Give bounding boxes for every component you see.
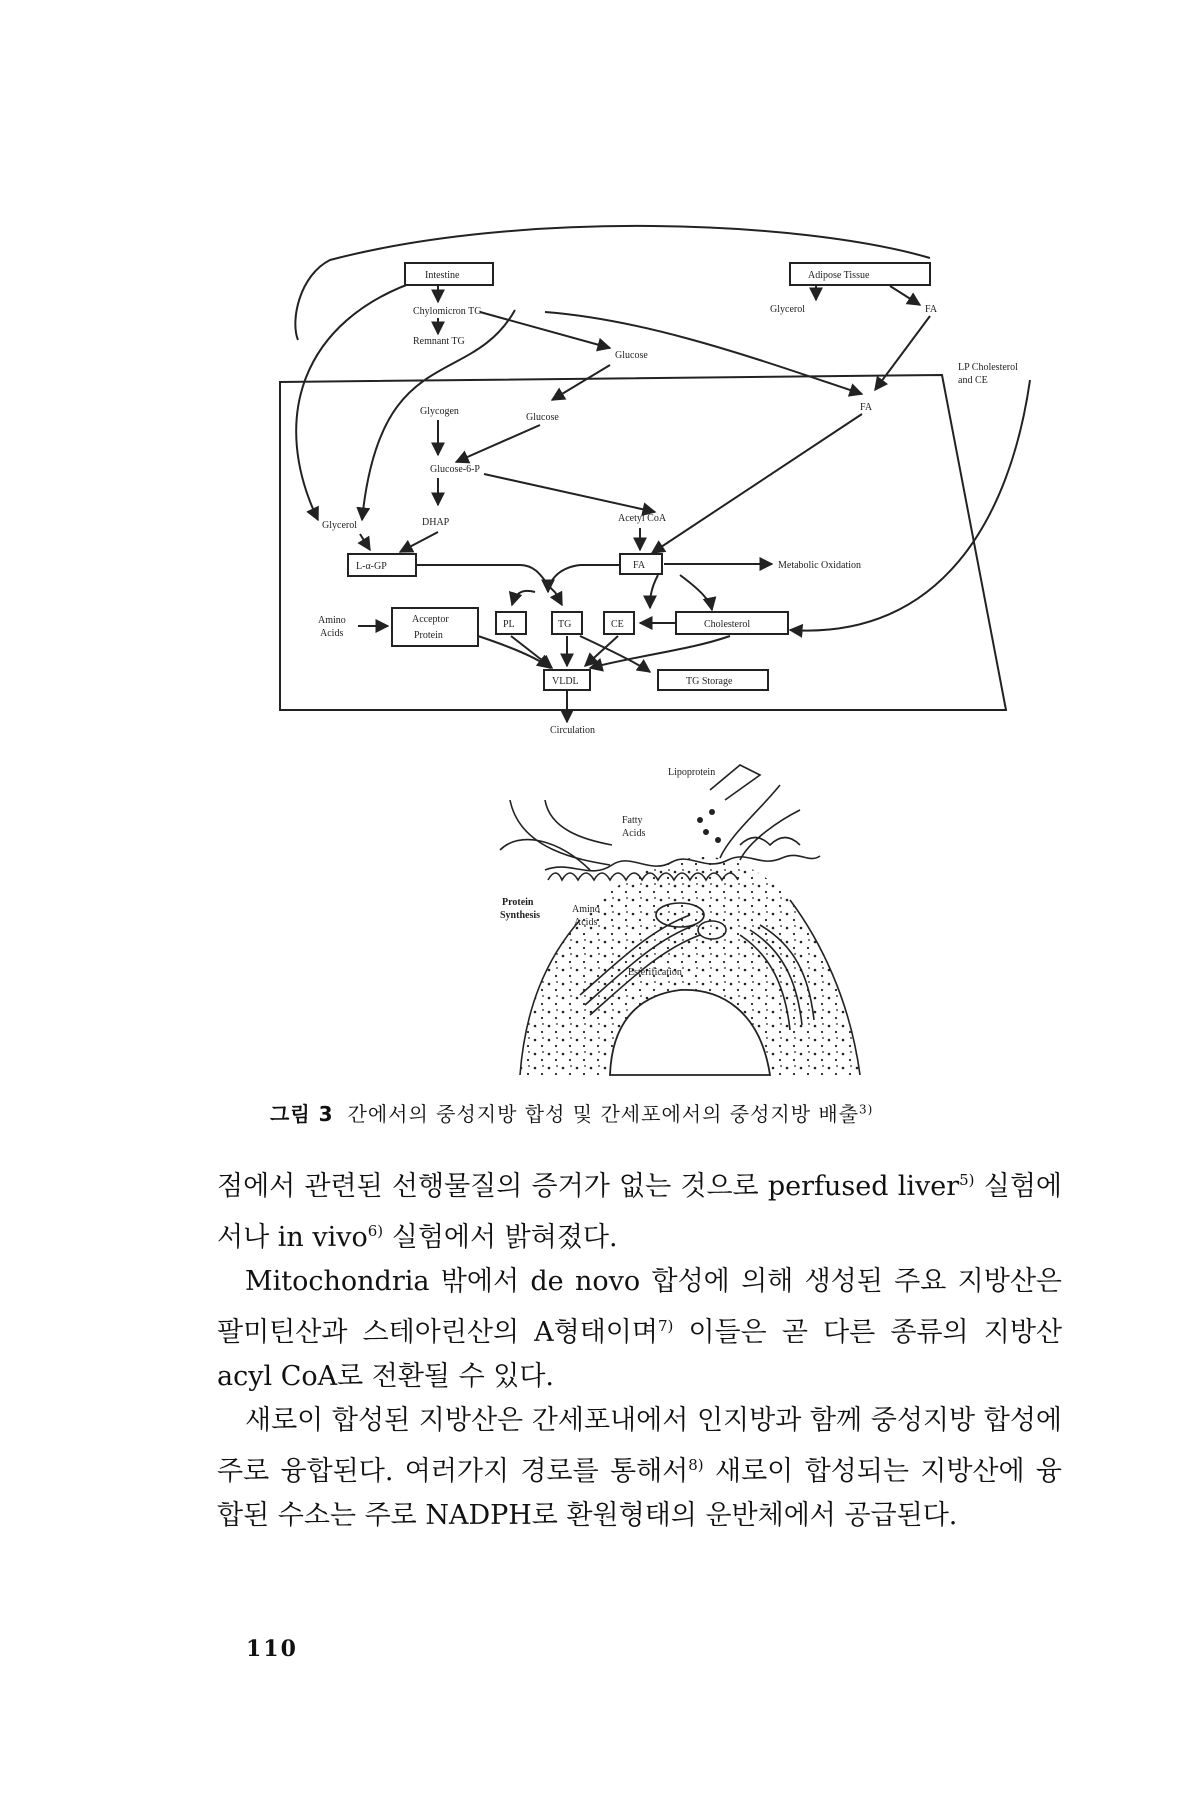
amino-label: Amino: [572, 904, 600, 915]
page-number: 110: [246, 1636, 298, 1662]
glucose-top-label: Glucose: [615, 350, 648, 361]
ce-label: CE: [611, 619, 624, 630]
p2-ref: 7): [657, 1317, 674, 1335]
acetyl-coa-label: Acetyl CoA: [618, 513, 667, 524]
adipose-tissue-label: Adipose Tissue: [808, 270, 870, 281]
glucose-mid-label: Glucose: [526, 412, 559, 423]
fa-top-label: FA: [925, 304, 938, 315]
lipoprotein-particle: [709, 809, 715, 815]
amino-acids-label: Acids: [574, 917, 598, 928]
figure-caption: [270, 1098, 1050, 1127]
sinusoid-right-2: [740, 810, 800, 860]
p2-text-a: Mitochondria 밖에서 de novo 합성에 의해 생성된 주요 지방산은 팔미틴산과 스테아린산의 A형태이며: [217, 1266, 1062, 1348]
remnant-label: Remnant TG: [413, 336, 465, 347]
circulation-label: Circulation: [550, 725, 595, 736]
protein-label: Protein: [414, 630, 443, 641]
intestine-label: Intestine: [425, 270, 460, 281]
p1-ref-2: 6): [367, 1222, 384, 1240]
lipoprotein-label: Lipoprotein: [668, 767, 716, 778]
figure-caption-ref: 3): [859, 1102, 874, 1117]
glycerol-left-label: Glycerol: [322, 520, 357, 531]
p1-text-c: 실험에서 밝혀졌다.: [383, 1222, 618, 1253]
villi-right: [740, 838, 800, 846]
protein-synthesis-label: Protein: [502, 897, 534, 908]
acids-label: Acids: [320, 628, 344, 639]
lipoprotein-particle: [703, 829, 709, 835]
tg-label: TG: [558, 619, 572, 630]
chylomicron-label: Chylomicron TG: [413, 306, 482, 317]
figure-label: 그림 3: [270, 1102, 334, 1126]
paragraph-1: [217, 1158, 1062, 1260]
fatty-label: Fatty: [622, 815, 643, 826]
and-ce-label: and CE: [958, 375, 988, 386]
dhap-label: DHAP: [422, 517, 450, 528]
sinusoid-left-inner2: [545, 800, 612, 845]
fa-mid-label: FA: [860, 402, 873, 413]
lipoprotein-arrow: [710, 765, 760, 800]
p3-text-a: 새로이 합성된 지방산은 간세포내에서 인지방과 함께 중성지방 합성에 주로 융합된다. 여러가지 경로를 통해서: [217, 1405, 1062, 1487]
p3-text-b: 새로이 합성되는 지방산에 융합된 수소는 주로 NADPH로 환원형태의 운반체에서 공급된다.: [217, 1456, 1062, 1531]
p1-ref-1: 5): [959, 1171, 975, 1189]
p2-text-b: 이들은 곧 다른 종류의 지방산 acyl CoA로 전환될 수 있다.: [217, 1317, 1062, 1392]
lipoprotein-particle: [715, 837, 721, 843]
p1-text-a: 점에서 관련된 선행물질의 증거가 없는 것으로 perfused liver: [217, 1171, 960, 1202]
p1-text-b: 실험에서나 in vivo: [217, 1171, 1062, 1253]
esterification-label: Esterification: [628, 967, 682, 978]
pl-label: PL: [503, 619, 515, 630]
synthesis-label: Synthesis: [500, 910, 541, 921]
tg-storage-label: TG Storage: [686, 676, 733, 687]
vldl-label: VLDL: [552, 676, 579, 687]
glycogen-label: Glycogen: [420, 406, 459, 417]
body-text: [217, 1158, 1062, 1538]
glycerol-top-label: Glycerol: [770, 304, 805, 315]
figure-caption-text: 간에서의 중성지방 합성 및 간세포에서의 중성지방 배출: [347, 1102, 860, 1126]
lp-cholesterol-label: LP Cholesterol: [958, 362, 1018, 373]
sinusoid-left-inner: [510, 800, 610, 865]
paragraph-2: [217, 1260, 1062, 1399]
sinusoid-left-outer: [500, 840, 590, 870]
fa-box-label: FA: [633, 560, 646, 571]
paragraph-3: [217, 1399, 1062, 1538]
glucose-6p-label: Glucose-6-P: [430, 464, 480, 475]
l-a-gp-label: L-α-GP: [356, 561, 387, 572]
amino-label: Amino: [318, 615, 346, 626]
cholesterol-label: Cholesterol: [704, 619, 751, 630]
p3-ref: 8): [688, 1456, 704, 1474]
metabolic-oxidation-label: Metabolic Oxidation: [778, 560, 862, 571]
fatty-acids-label: Acids: [622, 828, 646, 839]
acceptor-label: Acceptor: [412, 614, 449, 625]
lipoprotein-particle: [697, 817, 703, 823]
